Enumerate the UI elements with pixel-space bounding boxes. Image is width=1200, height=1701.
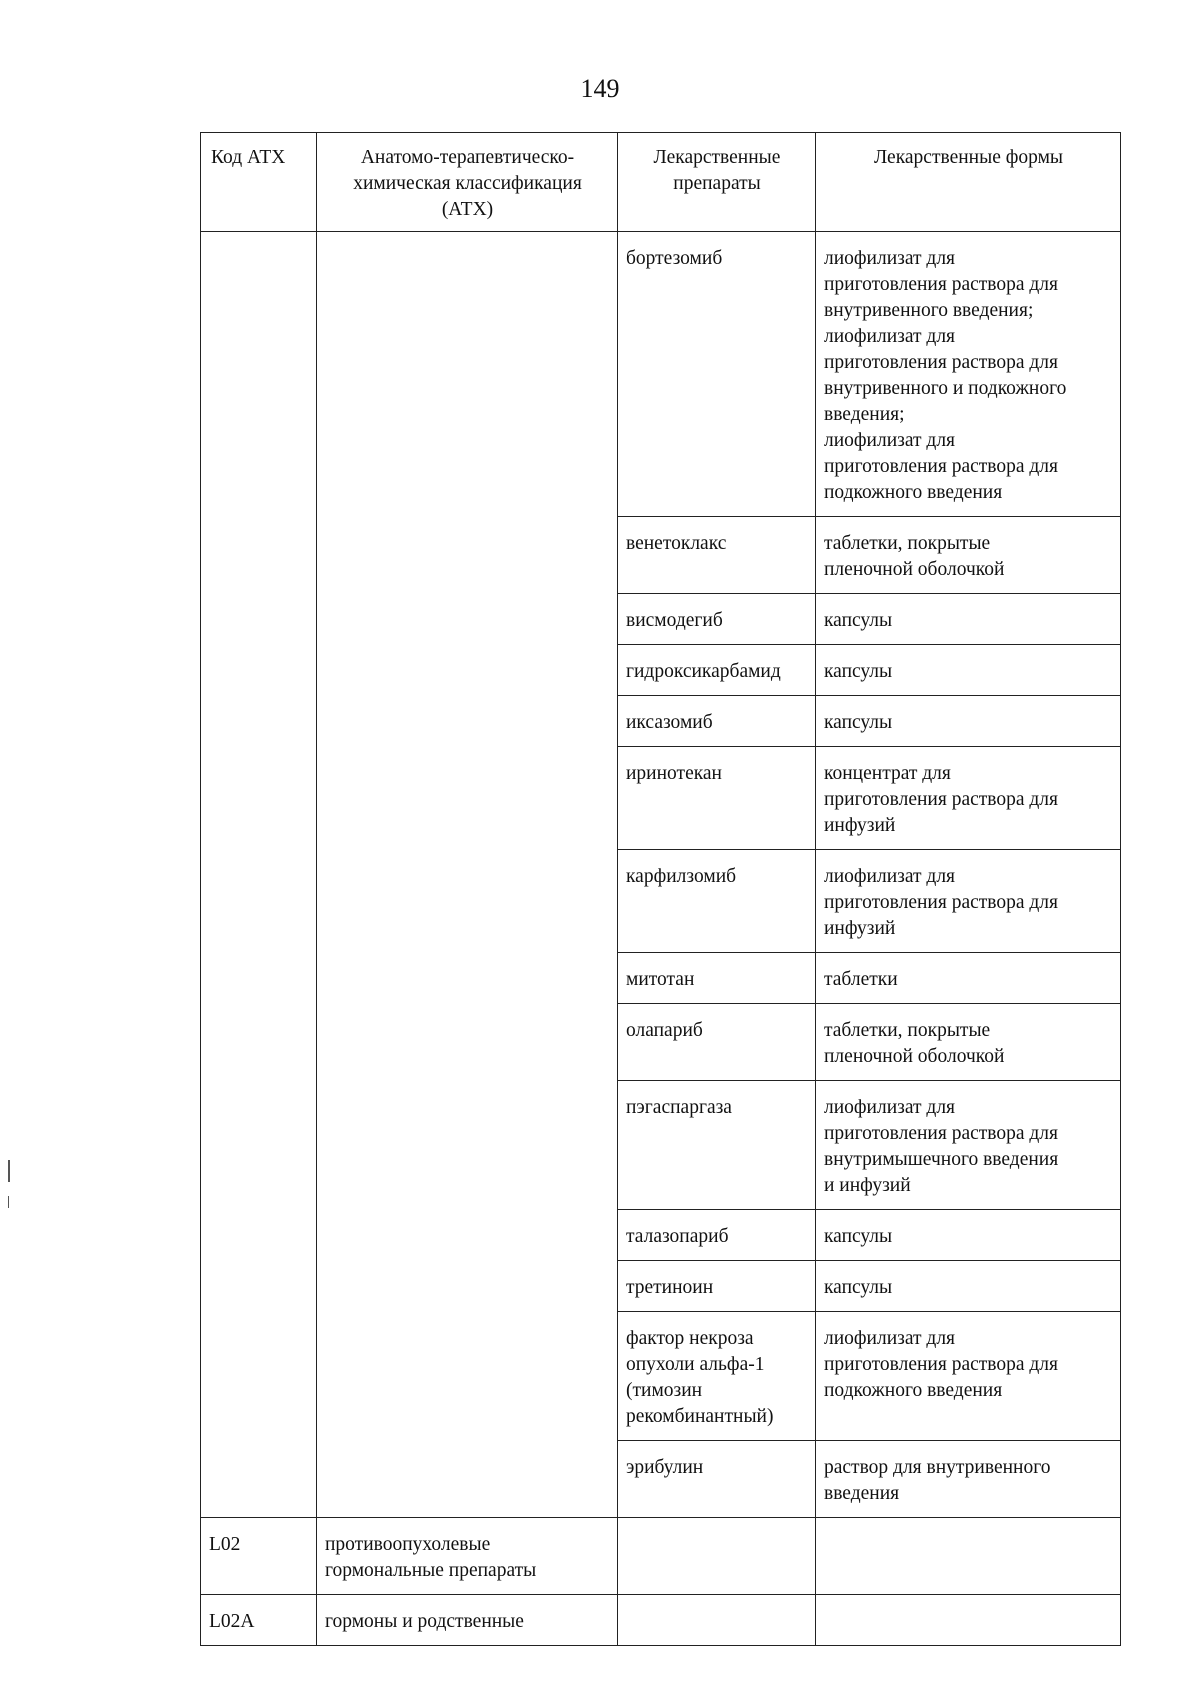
form-cell: капсулы xyxy=(816,594,1121,645)
drug-cell: иринотекан xyxy=(618,747,816,850)
form-cell: таблетки xyxy=(816,953,1121,1004)
form-cell: лиофилизат для приготовления раствора для подкожного введения xyxy=(816,1312,1121,1441)
table-header-row xyxy=(201,133,1121,232)
form-cell-empty xyxy=(816,1518,1121,1595)
form-cell: таблетки, покрытые пленочной оболочкой xyxy=(816,517,1121,594)
scan-mark xyxy=(8,1160,10,1182)
drug-cell: иксазомиб xyxy=(618,696,816,747)
form-cell: лиофилизат для приготовления раствора для внутривенного введения; лиофилизат для приготовления раствора для внутривенного и подкожного введения; лиофилизат для приготовления раствора для подкожного введения xyxy=(816,232,1121,517)
form-cell: лиофилизат для приготовления раствора для внутримышечного введения и инфузий xyxy=(816,1081,1121,1210)
drug-cell: талазопариб xyxy=(618,1210,816,1261)
drug-cell: висмодегиб xyxy=(618,594,816,645)
classification-cell-empty xyxy=(317,232,618,1518)
header-classification: Анатомо-терапевтическо- химическая классификация (АТХ) xyxy=(317,133,618,232)
drug-cell: бортезомиб xyxy=(618,232,816,517)
group-row xyxy=(201,1595,1121,1646)
scan-mark xyxy=(8,1196,9,1208)
header-code: Код АТХ xyxy=(201,133,317,232)
drug-cell: карфилзомиб xyxy=(618,850,816,953)
drug-cell: фактор некроза опухоли альфа-1 (тимозин рекомбинантный) xyxy=(618,1312,816,1441)
drug-cell: пэгаспаргаза xyxy=(618,1081,816,1210)
form-cell: капсулы xyxy=(816,1261,1121,1312)
form-cell: раствор для внутривенного введения xyxy=(816,1441,1121,1518)
drug-cell: олапариб xyxy=(618,1004,816,1081)
form-cell: лиофилизат для приготовления раствора для инфузий xyxy=(816,850,1121,953)
atc-drug-table xyxy=(200,132,1121,1646)
group-code-cell: L02A xyxy=(201,1595,317,1646)
header-drugs: Лекарственные препараты xyxy=(618,133,816,232)
drug-cell: гидроксикарбамид xyxy=(618,645,816,696)
form-cell: концентрат для приготовления раствора для инфузий xyxy=(816,747,1121,850)
header-forms: Лекарственные формы xyxy=(816,133,1121,232)
form-cell: таблетки, покрытые пленочной оболочкой xyxy=(816,1004,1121,1081)
form-cell: капсулы xyxy=(816,696,1121,747)
page-number: 149 xyxy=(580,74,620,103)
drug-cell: третиноин xyxy=(618,1261,816,1312)
group-name-cell: противоопухолевые гормональные препараты xyxy=(317,1518,618,1595)
group-name-cell: гормоны и родственные xyxy=(317,1595,618,1646)
group-row xyxy=(201,1518,1121,1595)
form-cell: капсулы xyxy=(816,1210,1121,1261)
drug-cell: эрибулин xyxy=(618,1441,816,1518)
group-code-cell: L02 xyxy=(201,1518,317,1595)
drug-cell: венетоклакс xyxy=(618,517,816,594)
drug-cell-empty xyxy=(618,1595,816,1646)
drug-cell: митотан xyxy=(618,953,816,1004)
drug-cell-empty xyxy=(618,1518,816,1595)
table-row xyxy=(201,232,1121,517)
form-cell-empty xyxy=(816,1595,1121,1646)
code-cell-empty xyxy=(201,232,317,1518)
form-cell: капсулы xyxy=(816,645,1121,696)
